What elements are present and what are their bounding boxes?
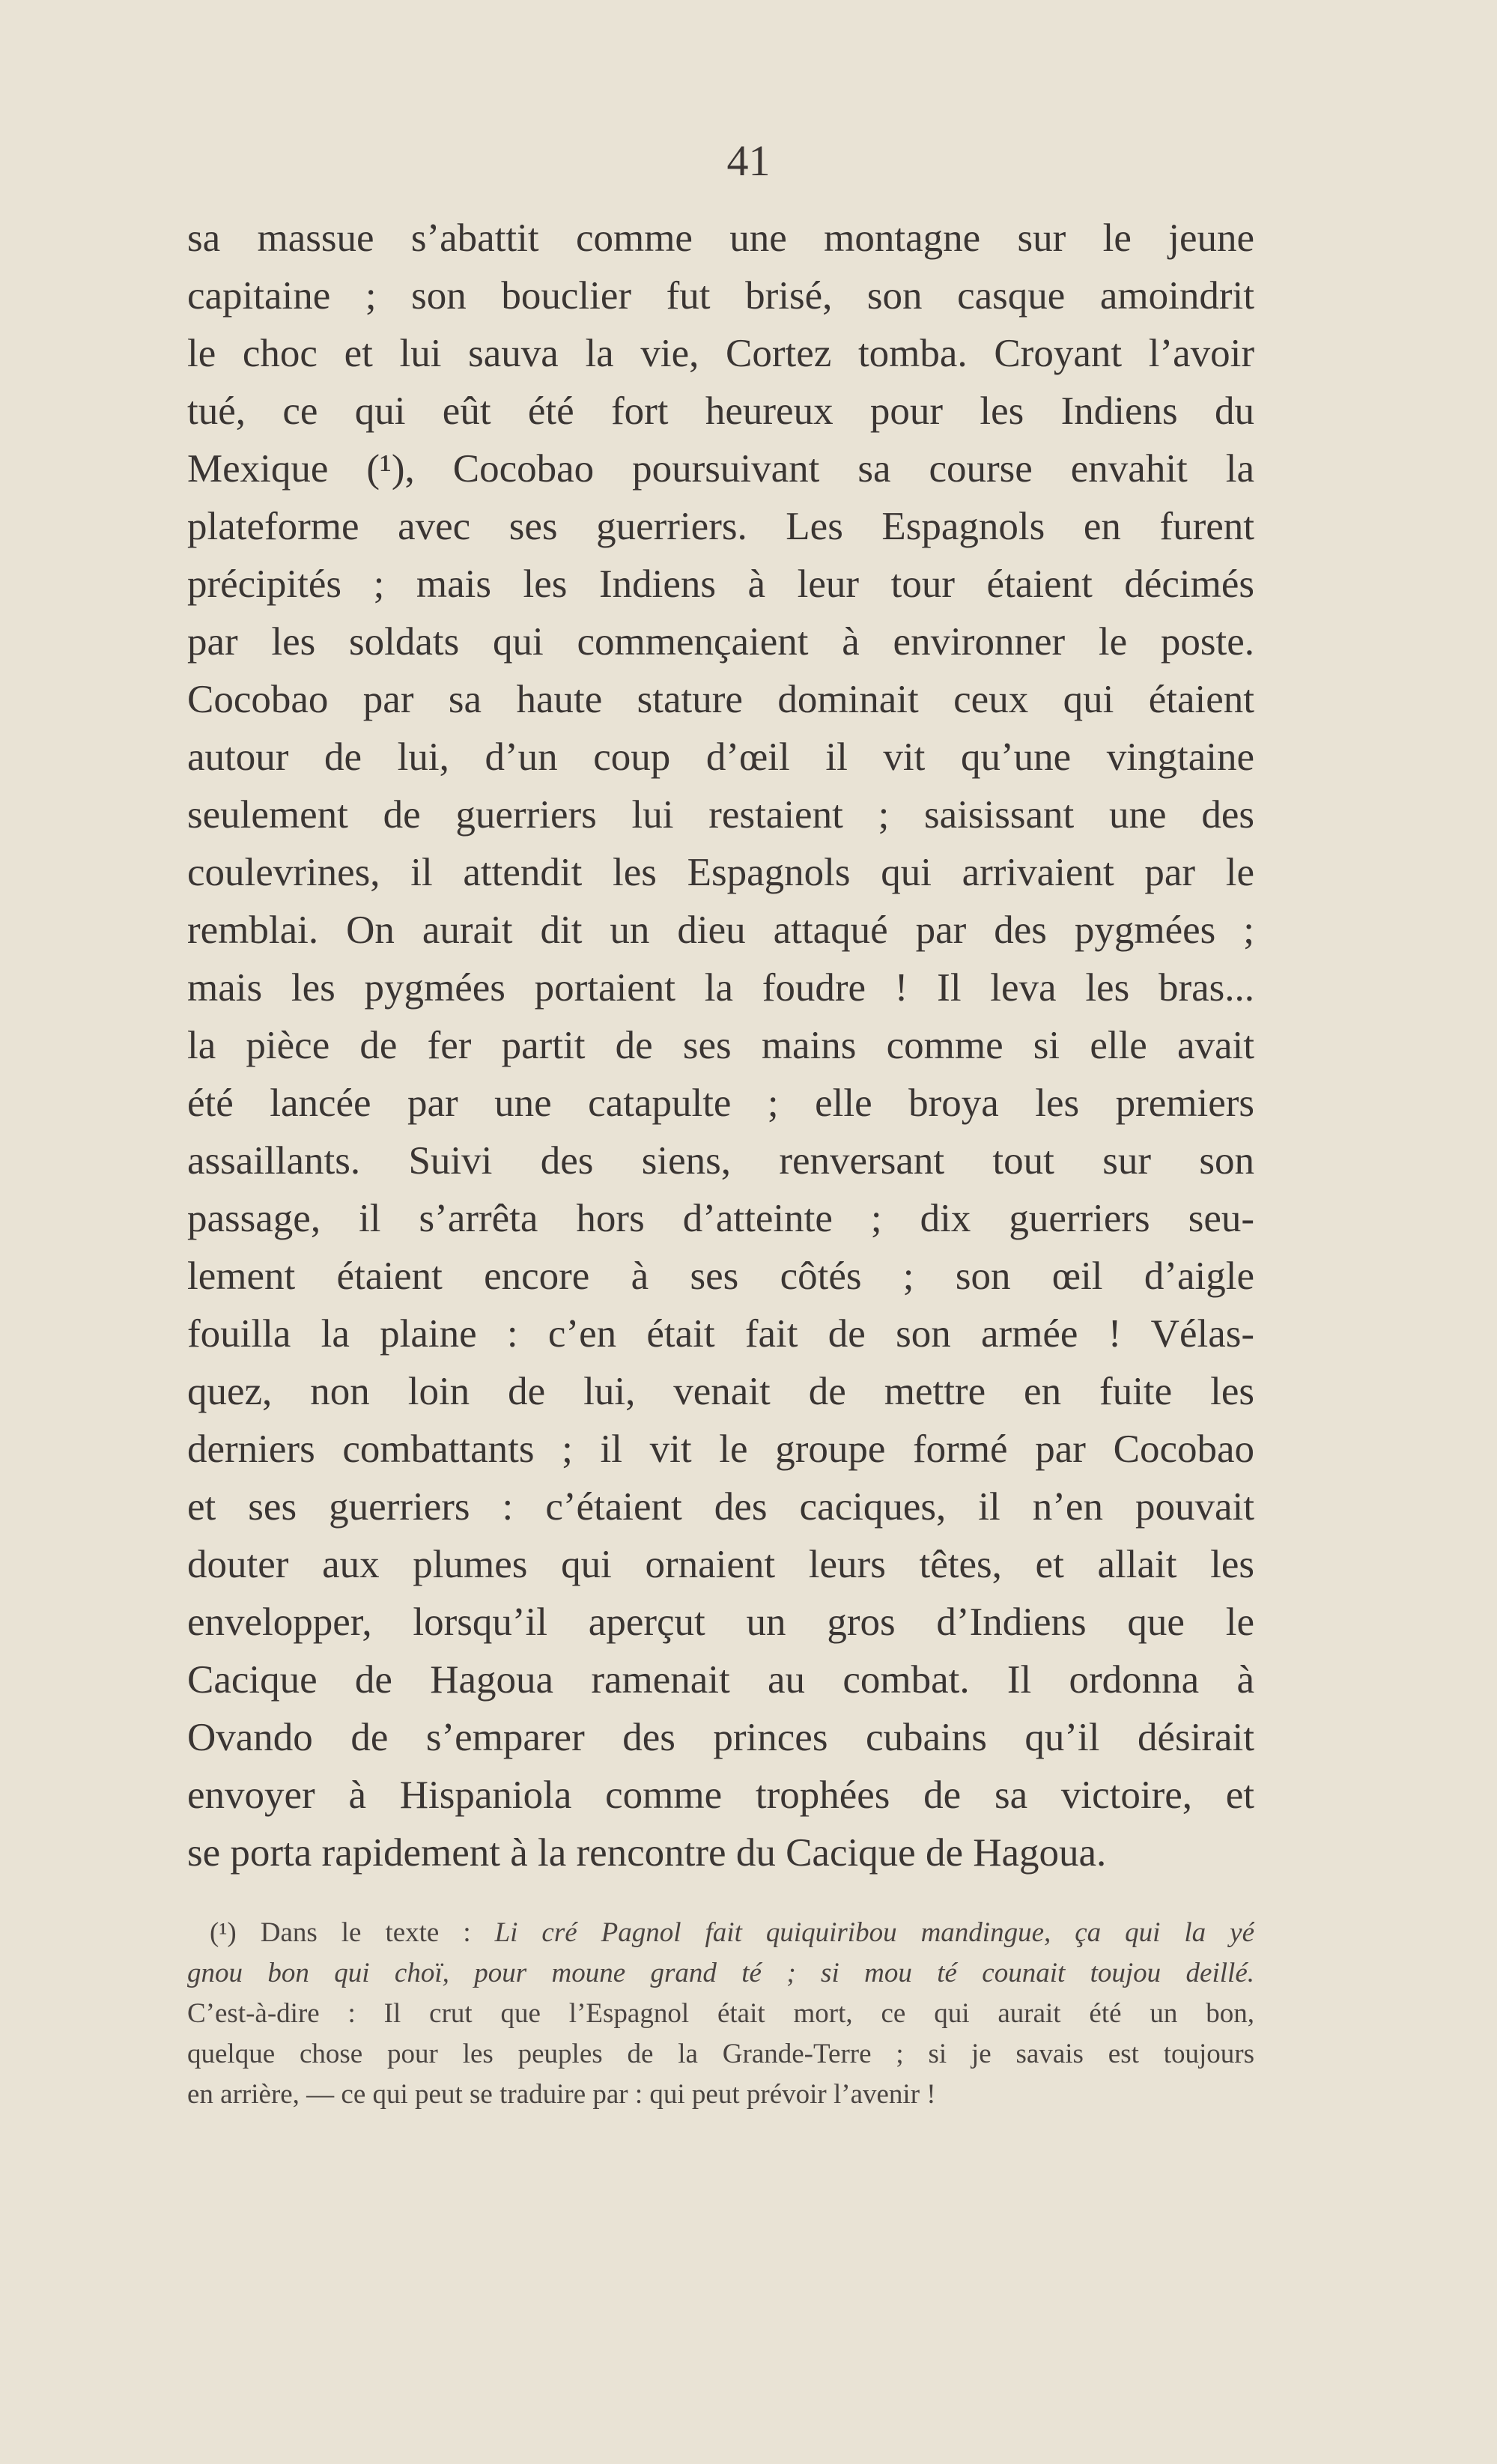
text-line: Mexique (¹), Cocobao poursuivant sa course envahit la <box>187 447 1254 491</box>
body-text <box>187 210 1254 1882</box>
text-line: précipités ; mais les Indiens à leur tour étaient décimés <box>187 562 1254 606</box>
text-line: se porta rapidement à la rencontre du Cacique de Hagoua. <box>187 1831 1107 1875</box>
text-line: plateforme avec ses guerriers. Les Espagnols en furent <box>187 505 1254 548</box>
text-line: assaillants. Suivi des siens, renversant tout sur son <box>187 1139 1254 1183</box>
footnote-marker: (¹) <box>210 1917 237 1948</box>
text-line: fouilla la plaine : c’en était fait de son armée ! Vélas- <box>187 1312 1254 1356</box>
text-line: par les soldats qui commençaient à environner le poste. <box>187 620 1254 664</box>
footnote-line: en arrière, — ce qui peut se traduire par : qui peut prévoir l’avenir ! <box>187 2079 936 2110</box>
text-line: derniers combattants ; il vit le groupe formé par Cocobao <box>187 1427 1254 1471</box>
text-line: et ses guerriers : c’étaient des caciques, il n’en pouvait <box>187 1485 1254 1529</box>
text-line: lement étaient encore à ses côtés ; son œil d’aigle <box>187 1254 1254 1298</box>
text-line: remblai. On aurait dit un dieu attaqué par des pygmées ; <box>187 908 1254 952</box>
text-line: Cocobao par sa haute stature dominait ceux qui étaient <box>187 678 1254 721</box>
text-line: tué, ce qui eût été fort heureux pour les Indiens du <box>187 389 1254 433</box>
footnote-line: C’est-à-dire : Il crut que l’Espagnol était mort, ce qui aurait été un bon, <box>187 1998 1254 2029</box>
text-line: passage, il s’arrêta hors d’atteinte ; dix guerriers seu- <box>187 1197 1254 1240</box>
text-line: seulement de guerriers lui restaient ; saisissant une des <box>187 793 1254 837</box>
text-line: sa massue s’abattit comme une montagne sur le jeune <box>187 216 1254 260</box>
text-line: quez, non loin de lui, venait de mettre en fuite les <box>187 1370 1254 1413</box>
text-line: autour de lui, d’un coup d’œil il vit qu’une vingtaine <box>187 735 1254 779</box>
text-line: mais les pygmées portaient la foudre ! Il leva les bras... <box>187 966 1254 1010</box>
text-line: le choc et lui sauva la vie, Cortez tomba. Croyant l’avoir <box>187 332 1254 375</box>
page-number: 41 <box>726 136 771 185</box>
text-line: envoyer à Hispaniola comme trophées de sa victoire, et <box>187 1773 1254 1817</box>
text-line: capitaine ; son bouclier fut brisé, son casque amoindrit <box>187 274 1254 318</box>
text-line: la pièce de fer partit de ses mains comme si elle avait <box>187 1024 1254 1067</box>
footnote-creole-text: gnou bon qui choï, pour moune grand té ; si mou té counait toujou deillé. <box>187 1958 1254 1988</box>
footnote-line <box>187 1913 1254 1953</box>
text-line: envelopper, lorsqu’il aperçut un gros d’Indiens que le <box>187 1600 1254 1644</box>
text-line: Cacique de Hagoua ramenait au combat. Il ordonna à <box>187 1658 1254 1702</box>
text-line: Ovando de s’emparer des princes cubains qu’il désirait <box>187 1716 1254 1759</box>
footnote <box>187 1913 1254 2115</box>
text-line: coulevrines, il attendit les Espagnols qui arrivaient par le <box>187 851 1254 894</box>
footnote-creole-text: Li cré Pagnol fait quiquiribou mandingue, ça qui la yé <box>494 1917 1254 1948</box>
text-line: été lancée par une catapulte ; elle broya les premiers <box>187 1081 1254 1125</box>
footnote-intro: Dans le texte : <box>260 1917 471 1948</box>
text-line: douter aux plumes qui ornaient leurs têtes, et allait les <box>187 1543 1254 1586</box>
footnote-line: quelque chose pour les peuples de la Grande-Terre ; si je savais est toujours <box>187 2039 1254 2069</box>
